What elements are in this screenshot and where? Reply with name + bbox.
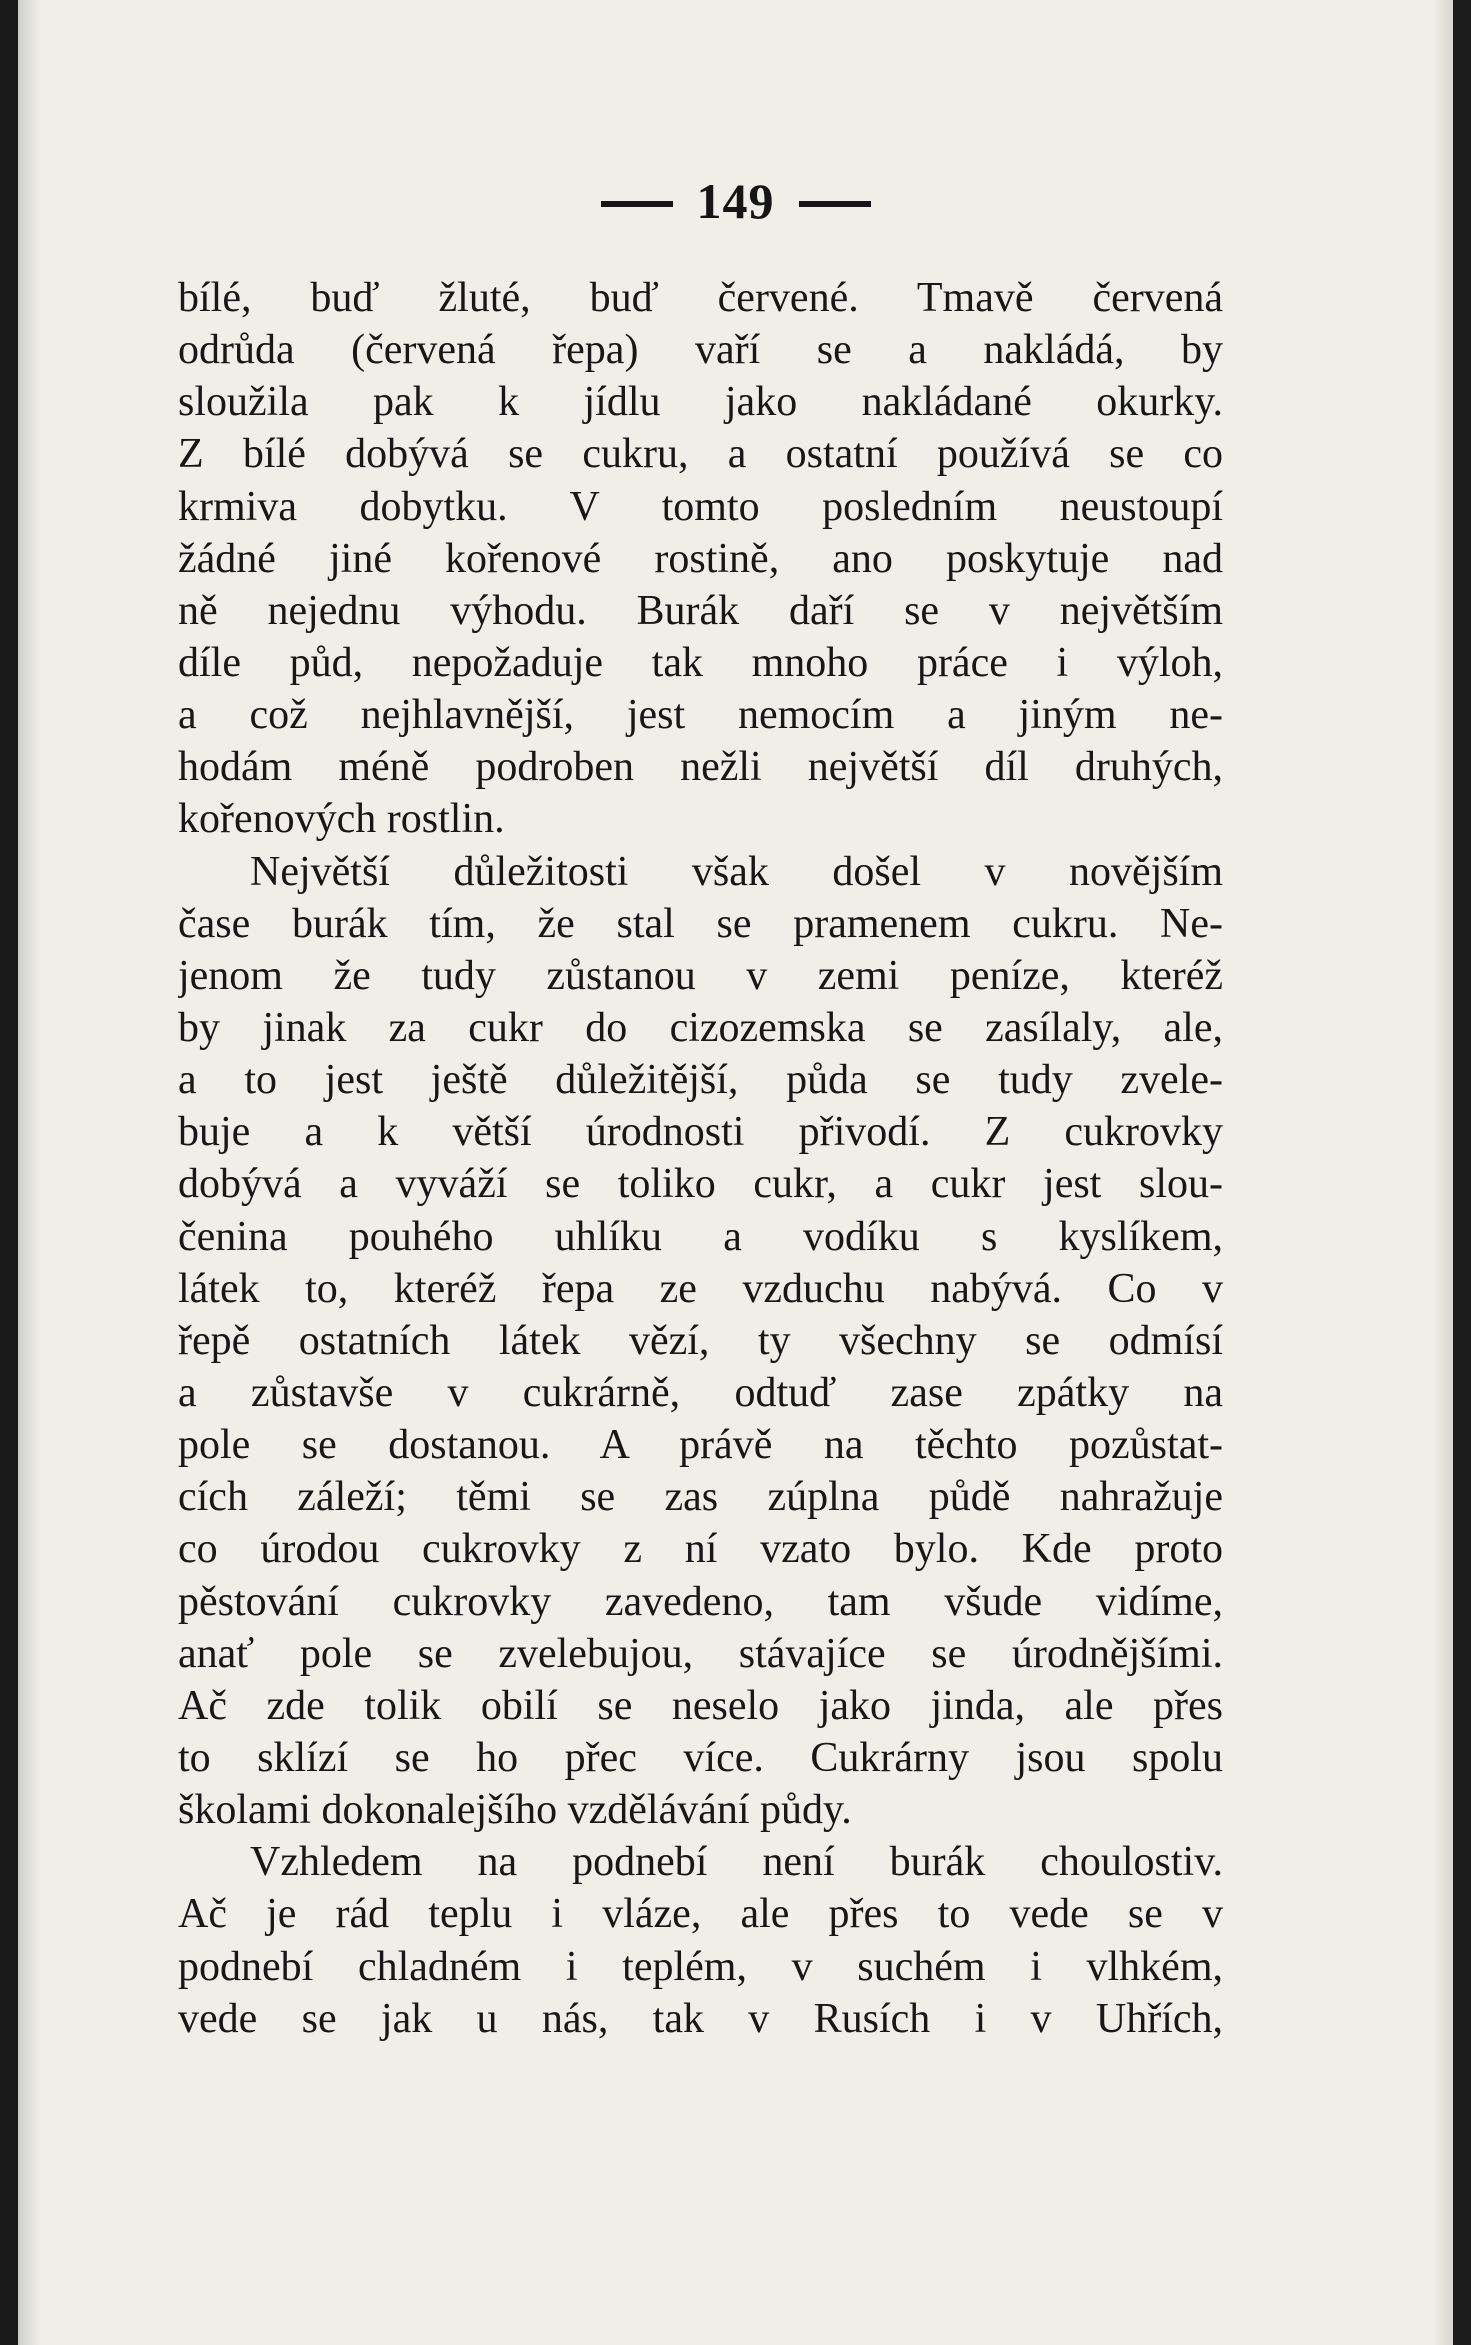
text-line: krmiva dobytku. V tomto posledním neustoupí (178, 483, 1223, 530)
text-line: hodám méně podroben nežli největší díl druhých, (178, 744, 1223, 791)
text-line: ně nejednu výhodu. Burák daří se v největším (178, 587, 1223, 634)
page-header (0, 172, 1471, 230)
text-line: by jinak za cukr do cizozemska se zasílaly, ale, (178, 1004, 1223, 1051)
text-line: a což nejhlavnější, jest nemocím a jiným ne- (178, 692, 1223, 739)
text-line: dobývá a vyváží se toliko cukr, a cukr jest slou- (178, 1161, 1223, 1208)
text-line: Největší důležitosti však došel v novějším (250, 848, 1223, 895)
text-line: odrůda (červená řepa) vaří se a nakládá, by (178, 327, 1223, 374)
text-line: cích záleží; těmi se zas zúplna půdě nahražuje (178, 1474, 1223, 1521)
text-line: kořenových rostlin. (178, 796, 505, 843)
text-line: vede se jak u nás, tak v Rusích i v Uhřích, (178, 1995, 1223, 2042)
text-line: čase burák tím, že stal se pramenem cukru. Ne- (178, 900, 1223, 947)
text-line: čenina pouhého uhlíku a vodíku s kyslíkem, (178, 1213, 1223, 1260)
scan-right-edge (1453, 0, 1471, 2345)
text-line: pole se dostanou. A právě na těchto pozůstat- (178, 1422, 1223, 1469)
text-line: díle půd, nepožaduje tak mnoho práce i výloh, (178, 639, 1223, 686)
text-line: anať pole se zvelebujou, stávajíce se úrodnějšími. (178, 1630, 1223, 1677)
text-line: podnebí chladném i teplém, v suchém i vlhkém, (178, 1943, 1223, 1990)
text-line: co úrodou cukrovky z ní vzato bylo. Kde proto (178, 1526, 1223, 1573)
text-line: a zůstavše v cukrárně, odtuď zase zpátky na (178, 1369, 1223, 1416)
text-line: pěstování cukrovky zavedeno, tam všude vidíme, (178, 1578, 1223, 1625)
scan-left-edge (0, 0, 18, 2345)
text-line: bílé, buď žluté, buď červené. Tmavě červená (178, 275, 1223, 321)
text-line: Ač zde tolik obilí se neselo jako jinda, ale přes (178, 1682, 1223, 1729)
text-line: to sklízí se ho přec více. Cukrárny jsou spolu (178, 1734, 1223, 1781)
text-line: buje a k větší úrodnosti přivodí. Z cukrovky (178, 1109, 1223, 1156)
text-line: Vzhledem na podnebí není burák choulostiv. (250, 1839, 1223, 1886)
text-line: látek to, kteréž řepa ze vzduchu nabývá. Co v (178, 1265, 1223, 1312)
text-line: a to jest ještě důležitější, půda se tudy zvele- (178, 1057, 1223, 1104)
header-dash-left (601, 201, 673, 207)
page-gutter-right (1433, 0, 1453, 2345)
text-line: sloužila pak k jídlu jako nakládané okurky. (178, 379, 1223, 426)
text-line: Z bílé dobývá se cukru, a ostatní používá se co (178, 431, 1223, 478)
page-number: 149 (696, 173, 775, 229)
header-dash-right (799, 201, 871, 207)
page-gutter-left (18, 0, 40, 2345)
text-line: jenom že tudy zůstanou v zemi peníze, kteréž (178, 952, 1223, 999)
text-line: řepě ostatních látek vězí, ty všechny se odmísí (178, 1317, 1223, 1364)
text-line: Ač je rád teplu i vláze, ale přes to vede se v (178, 1891, 1223, 1938)
text-line: žádné jiné kořenové rostině, ano poskytuje nad (178, 535, 1223, 582)
text-line: školami dokonalejšího vzdělávání půdy. (178, 1787, 852, 1834)
body-text (178, 272, 1223, 2045)
